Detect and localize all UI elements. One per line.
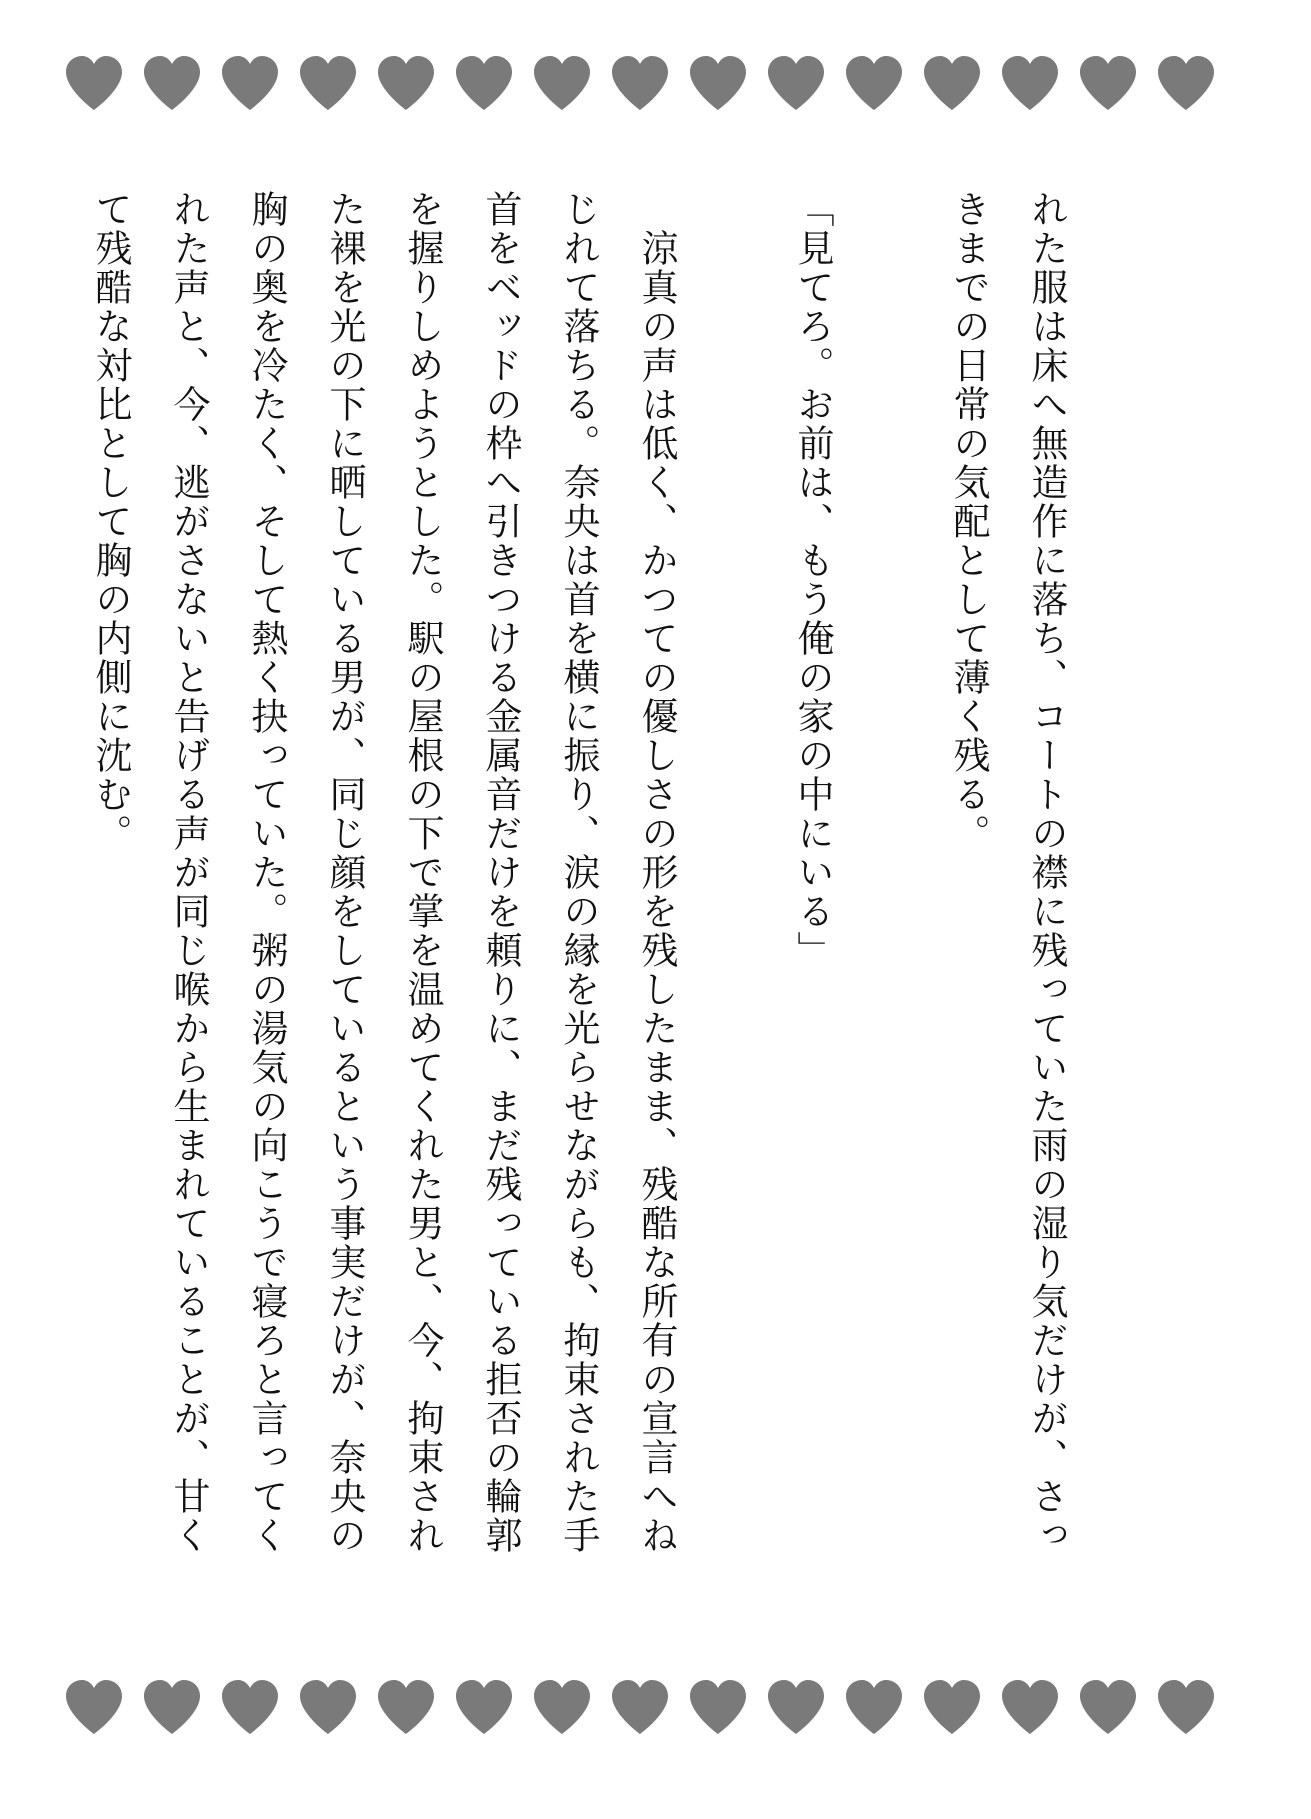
- heart-icon: [1078, 1678, 1138, 1736]
- heart-icon: [376, 1678, 436, 1736]
- paragraph-blank-3: [0, 190, 71, 1590]
- heart-icon: [454, 1678, 514, 1736]
- heart-icon: [610, 54, 670, 112]
- heart-icon: [1156, 1678, 1216, 1736]
- heart-icon: [1156, 54, 1216, 112]
- heart-icon: [64, 1678, 124, 1736]
- heart-icon: [844, 54, 904, 112]
- heart-icon: [766, 54, 826, 112]
- heart-icon: [142, 1678, 202, 1736]
- heart-icon: [922, 54, 982, 112]
- paragraph-3: 涼真の声は低く、かつての優しさの形を残したまま、残酷な所有の宣言へねじれて落ちる。奈央は首を横に振り、涙の縁を光らせながらも、拘束された手首をベッドの枠へ引きつける金属音だけを頼りに、まだ残っている拒否の輪郭を握りしめようとした。駅の屋根の下で掌を温めてくれた男と、今、拘束された裸を光の下に晒している男が、同じ顔をしているという事実だけが、奈央の胸の奥を冷たく、そして熱く抉っていた。粥の湯気の向こうで寝ろと言ってくれた声と、今、逃がさないと告げる声が同じ喉から生まれていることが、甘くて残酷な対比として胸の内側に沈む。: [89, 190, 678, 1555]
- heart-icon: [454, 54, 514, 112]
- heart-icon: [922, 1678, 982, 1736]
- heart-icon: [220, 54, 280, 112]
- heart-icon: [532, 54, 592, 112]
- paragraph-dialogue: 「見てろ。お前は、もう俺の家の中にいる」: [791, 190, 834, 970]
- paragraph-1: れた服は床へ無造作に落ち、コートの襟に残っていた雨の湿り気だけが、さっきまでの日常の気配として薄く残る。: [947, 190, 1068, 1555]
- heart-icon: [532, 1678, 592, 1736]
- top-heart-border: [0, 54, 1311, 120]
- heart-icon: [298, 54, 358, 112]
- heart-icon: [220, 1678, 280, 1736]
- heart-icon: [766, 1678, 826, 1736]
- heart-icon: [376, 54, 436, 112]
- heart-icon: [64, 54, 124, 112]
- heart-icon: [610, 1678, 670, 1736]
- heart-icon: [688, 1678, 748, 1736]
- heart-icon: [1000, 54, 1060, 112]
- heart-icon: [844, 1678, 904, 1736]
- heart-icon: [688, 54, 748, 112]
- vertical-text-body: [89, 190, 1085, 1590]
- paragraph-blank-1: [851, 190, 929, 1590]
- paragraph-blank-2: [695, 190, 773, 1590]
- heart-icon: [1078, 54, 1138, 112]
- heart-icon: [1000, 1678, 1060, 1736]
- bottom-heart-border: [0, 1678, 1311, 1744]
- heart-icon: [142, 54, 202, 112]
- heart-icon: [298, 1678, 358, 1736]
